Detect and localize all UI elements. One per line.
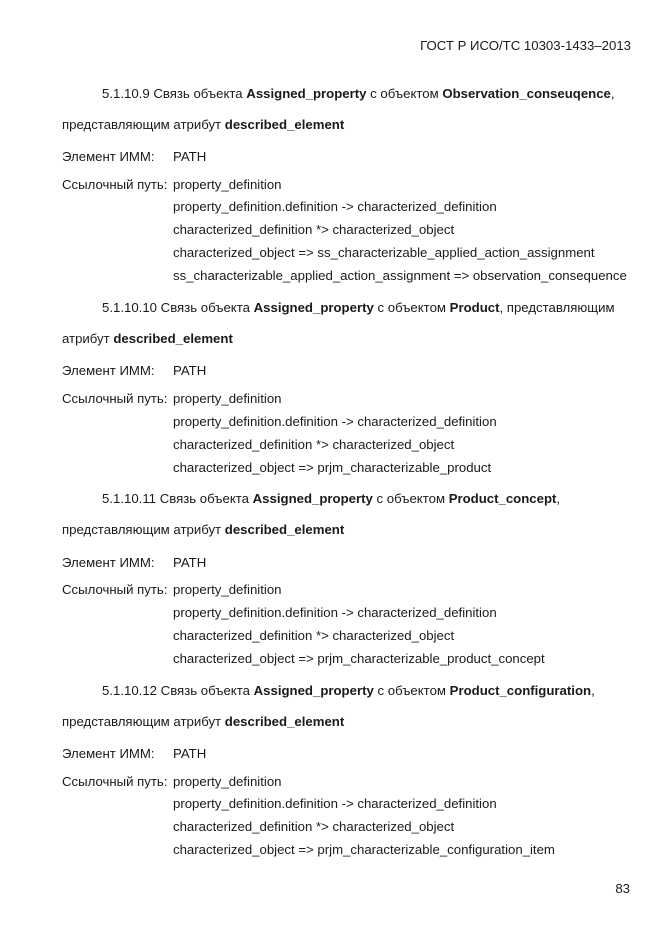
heading-text: , представляющим — [499, 300, 615, 315]
aim-element-value: PATH — [173, 149, 207, 164]
heading-text: , — [591, 683, 595, 698]
reference-path-line: characterized_object => prjm_characterizable_configuration_item — [173, 842, 555, 857]
reference-path-label: Ссылочный путь: — [62, 177, 168, 192]
aim-element-label: Элемент ИММ: — [62, 363, 155, 378]
section-heading-1 — [102, 87, 615, 100]
reference-path-line: property_definition.definition -> characterized_definition — [173, 199, 497, 214]
section-heading-continuation-3 — [62, 523, 344, 536]
reference-path-line: property_definition — [173, 391, 282, 406]
entity-name: Assigned_property — [253, 300, 374, 315]
reference-path-line: property_definition.definition -> characterized_definition — [173, 414, 497, 429]
reference-path-line: characterized_definition *> characterized_object — [173, 437, 455, 452]
section-number: 5.1.10.10 — [102, 300, 157, 315]
target-entity-name: Observation_conseuqence — [442, 86, 611, 101]
reference-path-line: ss_characterizable_applied_action_assignment => observation_consequence — [173, 268, 627, 283]
aim-element-value: PATH — [173, 363, 207, 378]
target-entity-name: Product_concept — [448, 491, 557, 506]
heading-text: с объектом — [370, 86, 439, 101]
heading-text: представляющим атрибут — [62, 117, 222, 132]
reference-path-line: property_definition.definition -> characterized_definition — [173, 796, 497, 811]
entity-name: Assigned_property — [246, 86, 367, 101]
attribute-name: described_element — [224, 117, 345, 132]
section-heading-continuation-4 — [62, 715, 344, 728]
attribute-name: described_element — [224, 714, 345, 729]
heading-text: Связь объекта — [153, 86, 243, 101]
aim-element-label: Элемент ИММ: — [62, 746, 155, 761]
section-heading-continuation-2 — [62, 332, 233, 345]
heading-text: представляющим атрибут — [62, 522, 222, 537]
aim-element-label: Элемент ИММ: — [62, 555, 155, 570]
reference-path-line: characterized_object => ss_characterizable_applied_action_assignment — [173, 245, 595, 260]
reference-path-line: property_definition — [173, 177, 282, 192]
target-entity-name: Product_configuration — [449, 683, 592, 698]
entity-name: Assigned_property — [253, 683, 374, 698]
section-heading-3 — [102, 492, 560, 505]
section-number: 5.1.10.11 — [102, 491, 157, 506]
section-heading-2 — [102, 301, 615, 314]
attribute-name: described_element — [224, 522, 345, 537]
heading-text: представляющим атрибут — [62, 714, 222, 729]
reference-path-line: property_definition.definition -> characterized_definition — [173, 605, 497, 620]
section-heading-continuation-1 — [62, 118, 344, 131]
heading-text: Связь объекта — [160, 300, 250, 315]
aim-element-value: PATH — [173, 555, 207, 570]
heading-text: с объектом — [376, 491, 446, 506]
heading-text: с объектом — [377, 683, 446, 698]
heading-text: , — [610, 86, 615, 101]
heading-text: Связь объекта — [159, 491, 249, 506]
page-number: 83 — [615, 881, 630, 896]
heading-text: с объектом — [377, 300, 446, 315]
reference-path-line: characterized_definition *> characterized_object — [173, 628, 455, 643]
section-number: 5.1.10.12 — [102, 683, 157, 698]
entity-name: Assigned_property — [252, 491, 373, 506]
reference-path-label: Ссылочный путь: — [62, 391, 168, 406]
reference-path-line: property_definition — [173, 582, 282, 597]
document-header: ГОСТ Р ИСО/ТС 10303-1433–2013 — [420, 38, 631, 53]
reference-path-line: characterized_definition *> characterized_object — [173, 819, 455, 834]
reference-path-line: characterized_object => prjm_characterizable_product — [173, 460, 492, 475]
heading-text: , — [556, 491, 561, 506]
section-number: 5.1.10.9 — [102, 86, 150, 101]
aim-element-value: PATH — [173, 746, 207, 761]
reference-path-label: Ссылочный путь: — [62, 582, 168, 597]
reference-path-label: Ссылочный путь: — [62, 774, 168, 789]
aim-element-label: Элемент ИММ: — [62, 149, 155, 164]
attribute-name: described_element — [113, 331, 233, 346]
section-heading-4 — [102, 684, 595, 697]
reference-path-line: characterized_definition *> characterized_object — [173, 222, 455, 237]
target-entity-name: Product — [449, 300, 500, 315]
reference-path-line: characterized_object => prjm_characterizable_product_concept — [173, 651, 545, 666]
heading-text: атрибут — [62, 331, 110, 346]
reference-path-line: property_definition — [173, 774, 282, 789]
heading-text: Связь объекта — [160, 683, 250, 698]
